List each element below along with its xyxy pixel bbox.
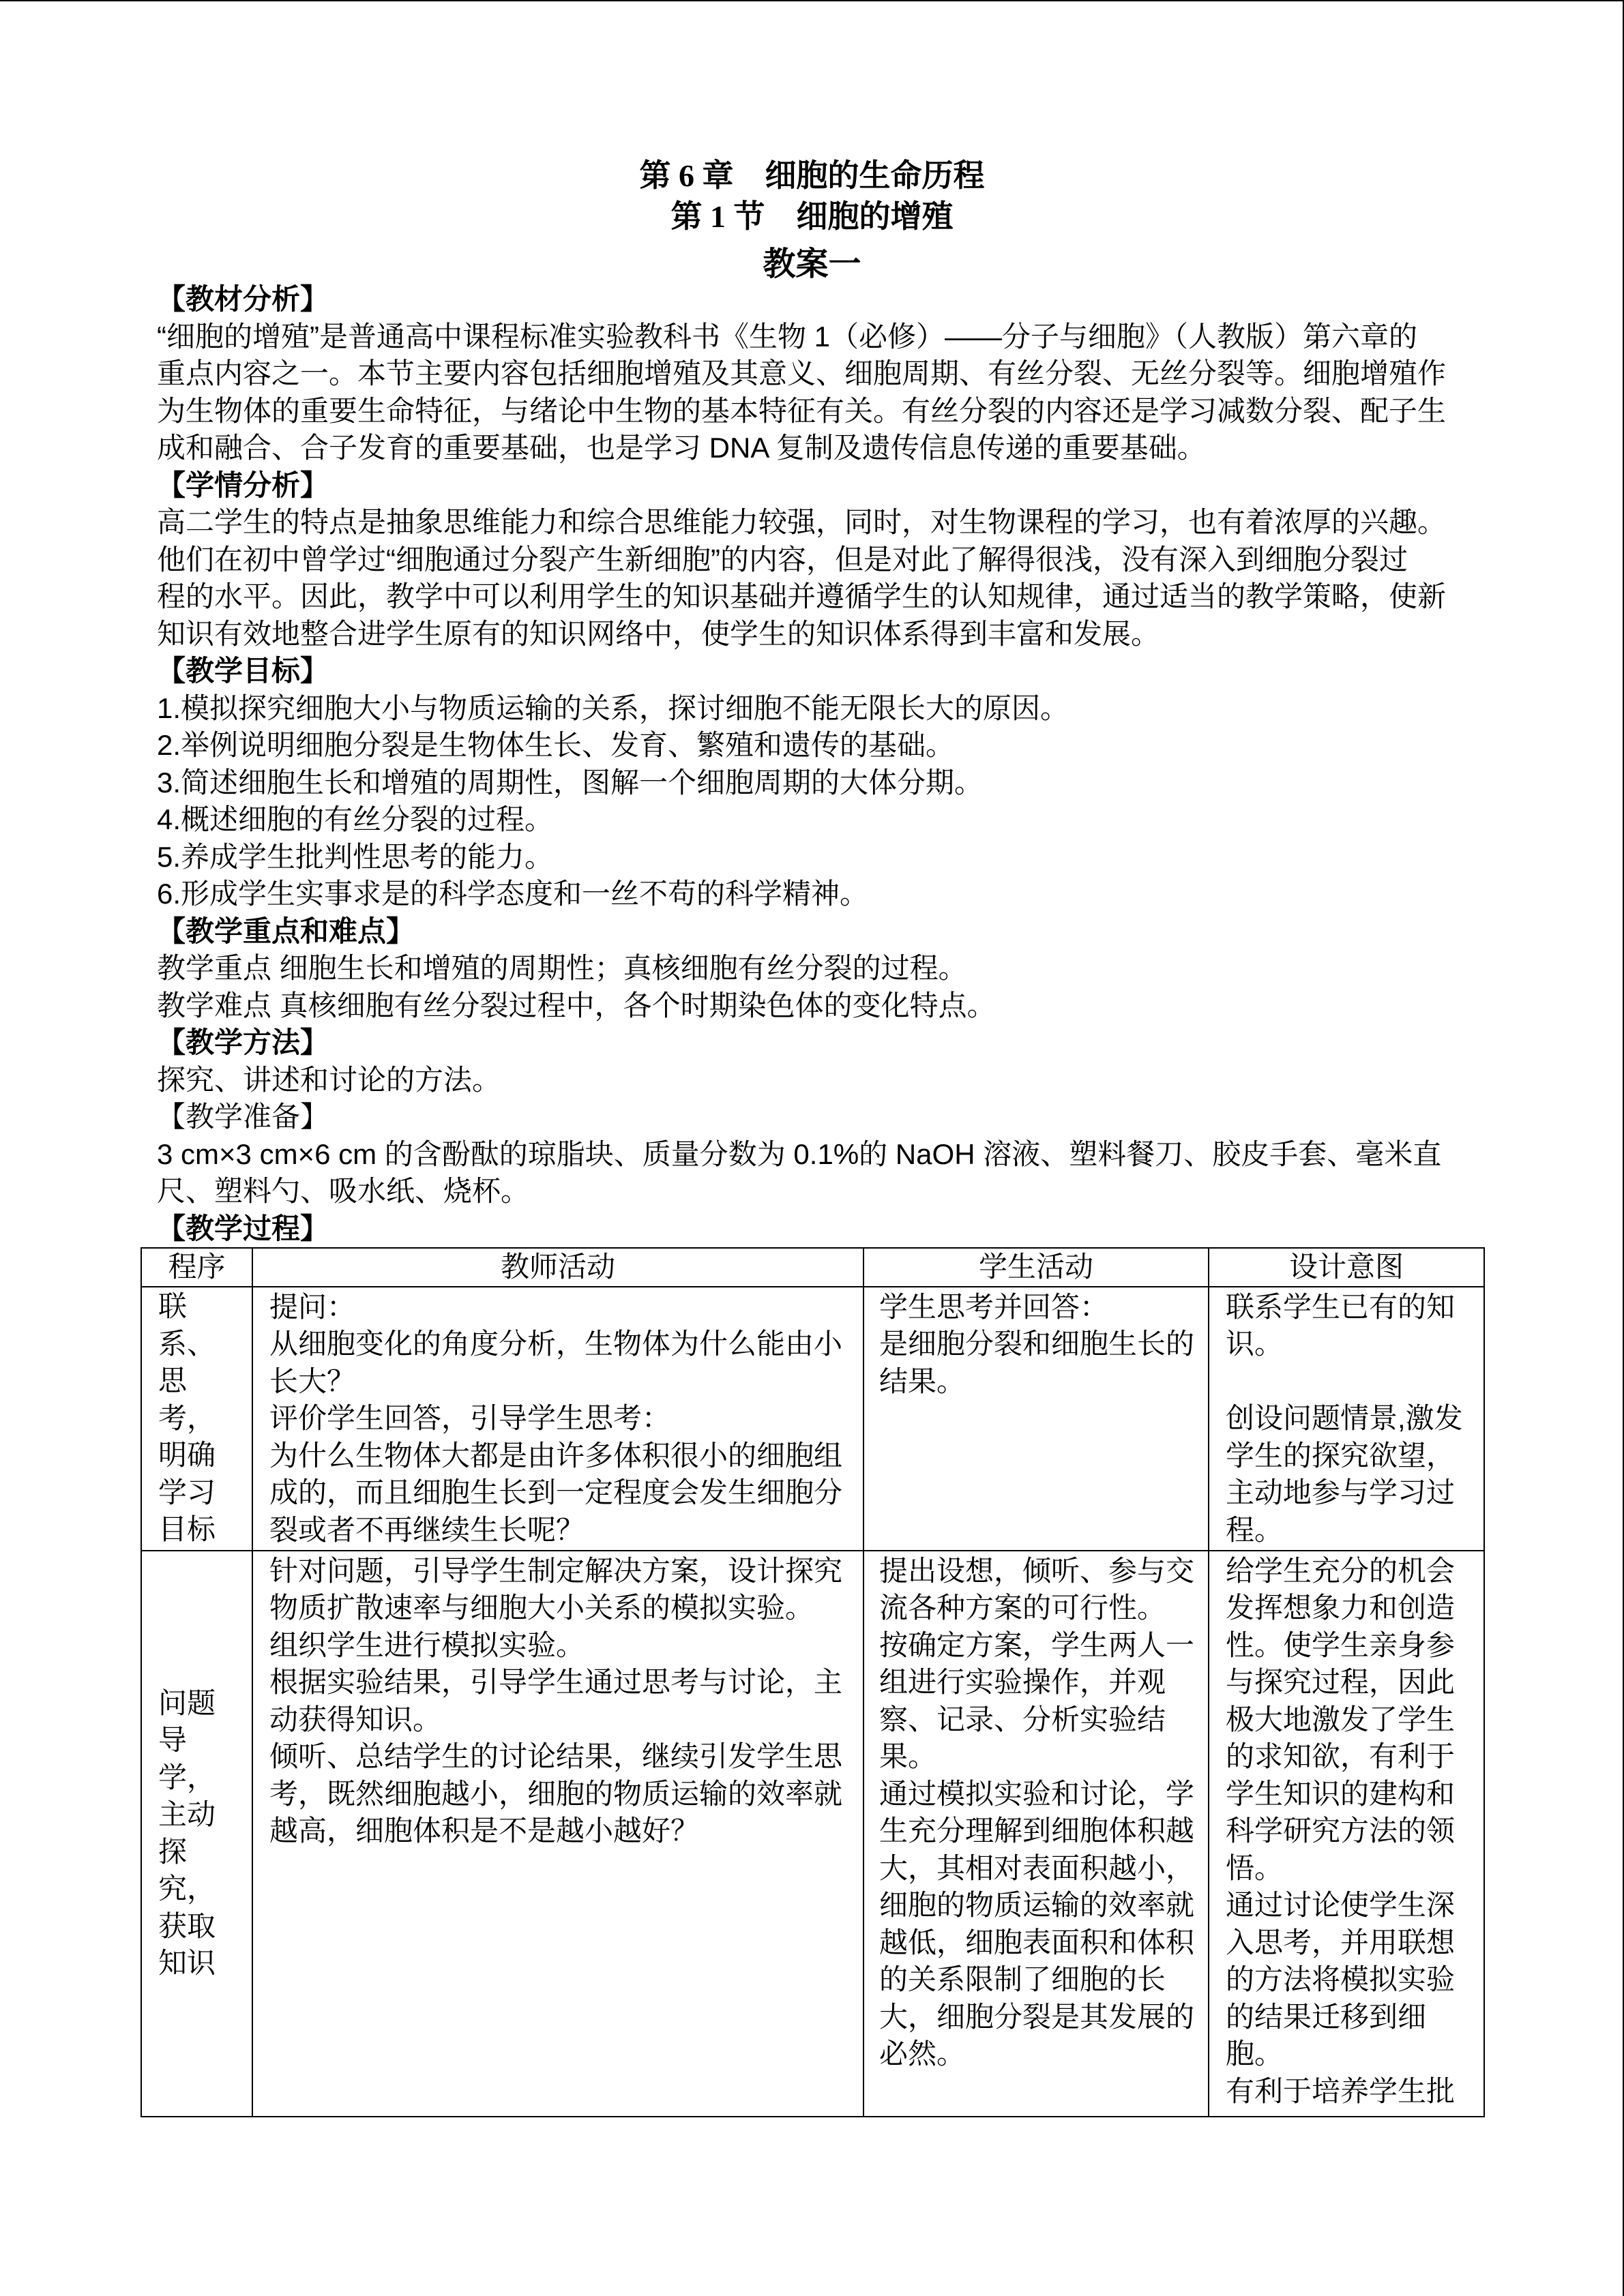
paragraph-line: “细胞的增殖”是普通高中课程标准实验教科书《生物 1（必修）——分子与细胞》（人教版）第六章的 xyxy=(157,320,1418,353)
cell-line: 入思考，并用联想 xyxy=(1226,1926,1456,1958)
cell-line: 问题 xyxy=(158,1686,216,1719)
cell-line: 学， xyxy=(158,1761,216,1793)
cell-line: 组进行实验操作，并观 xyxy=(879,1666,1166,1698)
blank-line xyxy=(1226,1363,1479,1401)
cell-line: 越高，细胞体积是不是越小越好？ xyxy=(269,1815,700,1847)
cell-line: 为什么生物体大都是由许多体积很小的细胞组 xyxy=(269,1439,843,1472)
cell-line: 裂或者不再继续生长呢？ xyxy=(269,1513,585,1546)
process-table xyxy=(141,1247,1485,2117)
cell-line: 识。 xyxy=(1226,1328,1284,1360)
cell-line: 考， xyxy=(158,1401,216,1434)
table-row xyxy=(141,1551,1484,2117)
cell-line: 大，其相对表面积越小， xyxy=(879,1851,1195,1884)
cell-line: 知识 xyxy=(158,1947,216,1979)
paragraph-line: 重点内容之一。本节主要内容包括细胞增殖及其意义、细胞周期、有丝分裂、无丝分裂等。细胞增殖作 xyxy=(157,357,1447,389)
design-intent-cell xyxy=(1209,1287,1484,1551)
student-activity-cell xyxy=(863,1287,1209,1551)
cell-line: 物质扩散速率与细胞大小关系的模拟实验。 xyxy=(269,1592,814,1624)
paragraph-line: 探究、讲述和讨论的方法。 xyxy=(157,1063,501,1096)
cell-line: 针对问题，引导学生制定解决方案，设计探究 xyxy=(269,1554,843,1587)
cell-line: 通过模拟实验和讨论，学 xyxy=(879,1777,1195,1810)
cell-line: 考，既然细胞越小，细胞的物质运输的效率就 xyxy=(269,1777,843,1810)
step-cell xyxy=(141,1287,252,1551)
cell-line: 联系学生已有的知 xyxy=(1226,1290,1456,1323)
cell-line: 探 xyxy=(158,1835,188,1868)
cell-line: 必然。 xyxy=(879,2038,966,2070)
cell-line: 程。 xyxy=(1226,1513,1284,1546)
paragraph-line: 知识有效地整合进学生原有的知识网络中，使学生的知识体系得到丰富和发展。 xyxy=(157,617,1160,650)
cell-line: 导 xyxy=(158,1724,188,1756)
cell-line: 结果。 xyxy=(879,1365,966,1397)
difficulty-line: 教学难点 真核细胞有丝分裂过程中，各个时期染色体的变化特点。 xyxy=(157,989,996,1022)
cell-line: 学生思考并回答： xyxy=(879,1290,1109,1323)
section-heading: 【教学过程】 xyxy=(157,1212,329,1244)
cell-line: 的关系限制了细胞的长 xyxy=(879,1963,1166,1995)
objective-item: 3.简述细胞生长和增殖的周期性，图解一个细胞周期的大体分期。 xyxy=(157,766,984,799)
cell-line: 系、 xyxy=(158,1327,216,1360)
paragraph-line: 程的水平。因此，教学中可以利用学生的知识基础并遵循学生的认知规律，通过适当的教学策略，使新 xyxy=(157,580,1447,612)
objective-item: 6.形成学生实事求是的科学态度和一丝不苟的科学精神。 xyxy=(157,878,869,910)
cell-line: 评价学生回答，引导学生思考： xyxy=(269,1402,671,1434)
objectives-section xyxy=(157,653,1483,913)
cell-line: 学习 xyxy=(158,1476,216,1508)
document-body xyxy=(157,281,1483,2117)
cell-line: 获取 xyxy=(158,1909,216,1942)
cell-line: 是细胞分裂和细胞生长的 xyxy=(879,1328,1195,1360)
section-heading: 【教材分析】 xyxy=(157,283,329,315)
cell-line: 动获得知识。 xyxy=(269,1703,442,1735)
cell-line: 目标 xyxy=(158,1513,216,1546)
design-intent-cell xyxy=(1209,1551,1484,2117)
cell-line: 悟。 xyxy=(1226,1851,1284,1884)
cell-line: 给学生充分的机会 xyxy=(1226,1554,1456,1587)
cell-line: 的求知欲，有利于 xyxy=(1226,1740,1456,1772)
column-header: 学生活动 xyxy=(863,1248,1209,1287)
cell-line: 提出设想，倾听、参与交 xyxy=(879,1554,1195,1587)
student-analysis-section xyxy=(157,467,1483,653)
column-header: 教师活动 xyxy=(252,1248,863,1287)
paragraph-line: 他们在初中曾学过“细胞通过分裂产生新细胞”的内容，但是对此了解得很浅，没有深入到细胞分裂过 xyxy=(157,543,1408,576)
plan-title: 教案一 xyxy=(763,246,861,282)
teacher-activity-cell xyxy=(252,1551,863,2117)
cell-line: 细胞的物质运输的效率就 xyxy=(879,1889,1195,1921)
cell-line: 倾听、总结学生的讨论结果，继续引发学生思 xyxy=(269,1740,843,1772)
paragraph-line: 成和融合、合子发育的重要基础，也是学习 DNA 复制及遗传信息传递的重要基础。 xyxy=(157,432,1206,464)
paragraph-line: 尺、塑料勺、吸水纸、烧杯。 xyxy=(157,1175,530,1207)
cell-line: 生充分理解到细胞体积越 xyxy=(879,1815,1195,1847)
section-heading: 【教学目标】 xyxy=(157,655,329,687)
cell-line: 明确 xyxy=(158,1439,216,1472)
process-section xyxy=(157,1210,1483,2117)
key-points-section xyxy=(157,913,1483,1025)
cell-line: 主动 xyxy=(158,1798,216,1830)
cell-line: 根据实验结果，引导学生通过思考与讨论，主 xyxy=(269,1666,843,1698)
cell-line: 思 xyxy=(158,1365,188,1397)
document-title-block xyxy=(0,155,1624,286)
cell-line: 科学研究方法的领 xyxy=(1226,1815,1456,1847)
cell-line: 组织学生进行模拟实验。 xyxy=(269,1628,585,1661)
cell-line: 究， xyxy=(158,1873,216,1905)
step-cell xyxy=(141,1551,252,2117)
cell-line: 有利于培养学生批 xyxy=(1226,2074,1456,2107)
table-row xyxy=(141,1287,1484,1551)
cell-line: 的方法将模拟实验 xyxy=(1226,1963,1456,1995)
paragraph-line: 为生物体的重要生命特征，与绪论中生物的基本特征有关。有丝分裂的内容还是学习减数分裂、配子生 xyxy=(157,394,1447,427)
cell-line: 胞。 xyxy=(1226,2038,1284,2070)
cell-line: 大，细胞分裂是其发展的 xyxy=(879,2000,1195,2033)
section-heading: 【教学准备】 xyxy=(157,1101,329,1133)
cell-line: 极大地激发了学生 xyxy=(1226,1703,1456,1735)
section-heading: 【教学方法】 xyxy=(157,1026,329,1058)
cell-line: 察、记录、分析实验结 xyxy=(879,1703,1166,1735)
cell-line: 性。使学生亲身参 xyxy=(1226,1628,1456,1661)
cell-line: 果。 xyxy=(879,1740,937,1772)
teacher-activity-cell xyxy=(252,1287,863,1551)
key-point-line: 教学重点 细胞生长和增殖的周期性；真核细胞有丝分裂的过程。 xyxy=(157,952,967,984)
objective-item: 4.概述细胞的有丝分裂的过程。 xyxy=(157,803,554,835)
paragraph-line: 高二学生的特点是抽象思维能力和综合思维能力较强，同时，对生物课程的学习，也有着浓厚的兴趣。 xyxy=(157,506,1447,538)
cell-line: 学生知识的建构和 xyxy=(1226,1777,1456,1810)
cell-line: 提问： xyxy=(269,1290,356,1323)
section-title: 第 1 节 细胞的增殖 xyxy=(670,199,954,234)
column-header: 程序 xyxy=(141,1248,252,1287)
cell-line: 学生的探究欲望， xyxy=(1226,1439,1456,1472)
student-activity-cell xyxy=(863,1551,1209,2117)
preparation-section xyxy=(157,1099,1483,1210)
table-header-row xyxy=(141,1248,1484,1287)
objective-item: 5.养成学生批判性思考的能力。 xyxy=(157,840,554,873)
textbook-analysis-section xyxy=(157,281,1483,467)
objective-item: 2.举例说明细胞分裂是生物体生长、发育、繁殖和遗传的基础。 xyxy=(157,729,955,761)
cell-line: 联 xyxy=(158,1290,188,1323)
cell-line: 主动地参与学习过 xyxy=(1226,1476,1456,1508)
cell-line: 创设问题情景,激发 xyxy=(1226,1402,1463,1434)
cell-line: 越低，细胞表面积和体积 xyxy=(879,1926,1195,1958)
cell-line: 长大？ xyxy=(269,1365,356,1397)
chapter-title: 第 6 章 细胞的生命历程 xyxy=(639,158,985,193)
cell-line: 流各种方案的可行性。 xyxy=(879,1592,1166,1624)
cell-line: 从细胞变化的角度分析，生物体为什么能由小 xyxy=(269,1328,843,1360)
cell-line: 的结果迁移到细 xyxy=(1226,2000,1427,2033)
cell-line: 与探究过程，因此 xyxy=(1226,1666,1456,1698)
page-border-top xyxy=(0,0,1624,1)
methods-section xyxy=(157,1024,1483,1099)
cell-line: 按确定方案，学生两人一 xyxy=(879,1628,1195,1661)
objective-item: 1.模拟探究细胞大小与物质运输的关系，探讨细胞不能无限长大的原因。 xyxy=(157,691,1069,724)
paragraph-line: 3 cm×3 cm×6 cm 的含酚酞的琼脂块、质量分数为 0.1%的 NaOH 溶液、塑料餐刀、胶皮手套、毫米直 xyxy=(157,1137,1442,1170)
cell-line: 通过讨论使学生深 xyxy=(1226,1889,1456,1921)
section-heading: 【学情分析】 xyxy=(157,468,329,501)
cell-line: 成的，而且细胞生长到一定程度会发生细胞分 xyxy=(269,1476,843,1508)
column-header: 设计意图 xyxy=(1209,1248,1484,1287)
cell-line: 发挥想象力和创造 xyxy=(1226,1592,1456,1624)
section-heading: 【教学重点和难点】 xyxy=(157,914,415,947)
